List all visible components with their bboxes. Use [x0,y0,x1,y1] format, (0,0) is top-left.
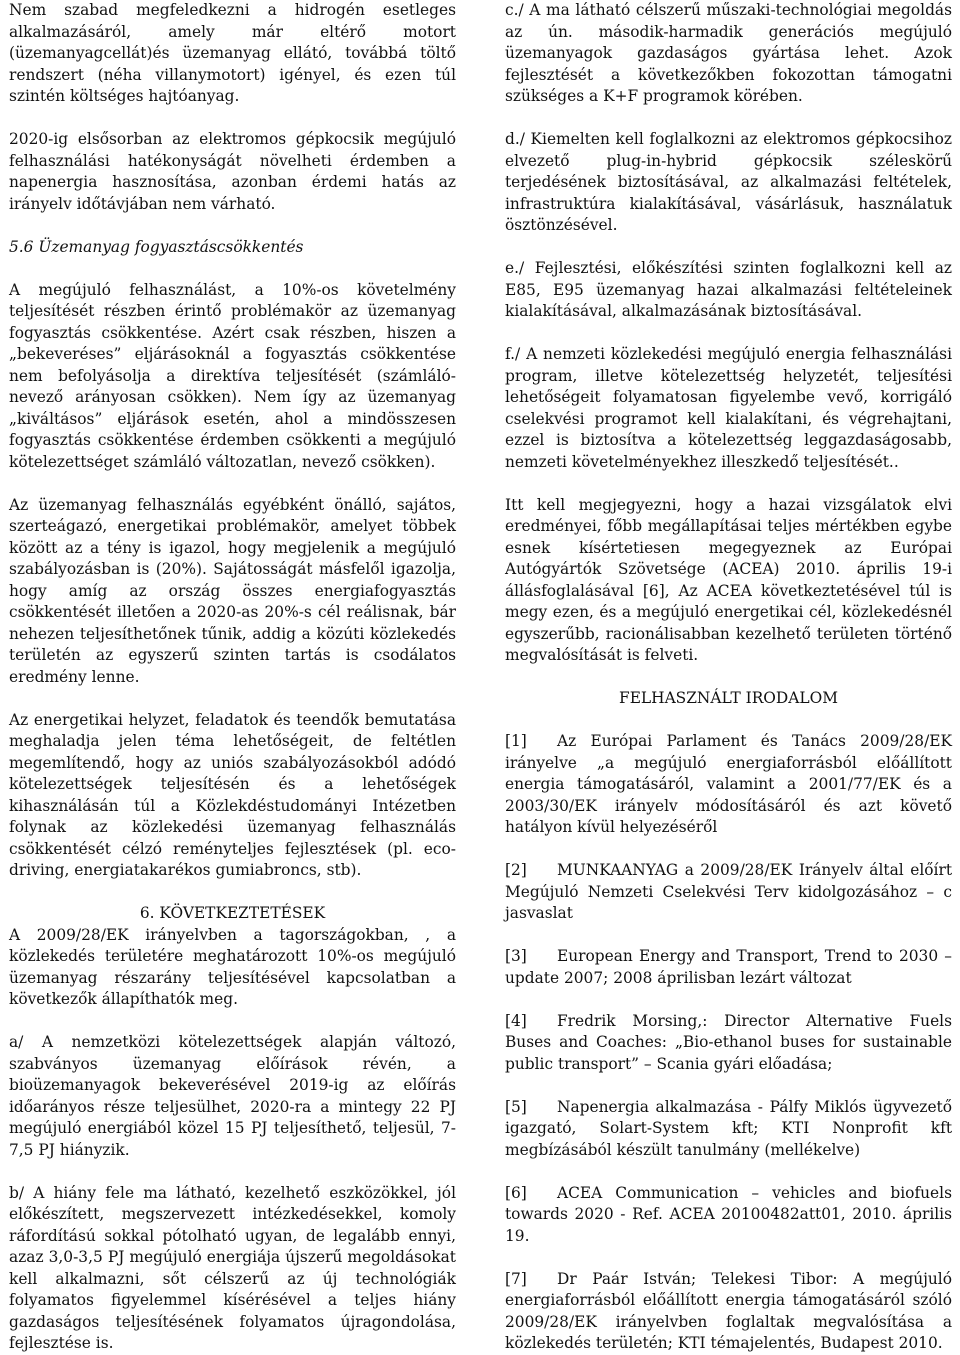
paragraph: d./ Kiemelten kell foglalkozni az elektromos gépkocsihoz elvezető plug-in-hybrid gépkocsik széleskörű terjedésének biztosításával, az alkalmazási feltételek, infrastruktúra kialakításával, vásárlásuk, használatuk ösztönzésével. [505,130,952,234]
reference-item [505,1269,952,1355]
paragraph: f./ A nemzeti közlekedési megújuló energia felhasználási program, illetve kötelezettség helyzetét, teljesítési lehetőségeit folyamatosan figyelembe vevő, korrigáló cselekvési programot kell kialakítani, és végrehajtani, ezzel is biztosítva a kötelezettség leggazdaságosabb, nemzeti követelményekhez illeszkedő teljesítését.. [505,345,952,471]
left-column [9,0,456,1355]
reference-text: European Energy and Transport, Trend to 2030 – update 2007; 2008 áprilisban lezárt változat [505,947,952,987]
paragraph: 2020-ig elsősorban az elektromos gépkocsik megújuló felhasználási hatékonyságát növelheti érdemben a napenergia hasznosítása, azonban érdemi hatás az irányelv időtávjában nem várható. [9,130,456,213]
paragraph: Itt kell megjegyezni, hogy a hazai vizsgálatok elvi eredményei, főbb megállapításai teljes mértékben egybe esnek kísértetiesen megegyeznek az Európai Autógyártók Szövetsége (ACEA) 2010. április 19-i állásfoglalásával [6], Az ACEA következtetésével túl is megy ezen, és a megújuló energetikai cél, közlekedésnél egyszerűbb, racionálisabban kezelhető területen történő megvalósítását is felveti. [505,495,952,664]
reference-number: [7] [505,1269,527,1288]
reference-number: [2] [505,861,527,879]
paragraph: e./ Fejlesztési, előkészítési szinten foglalkozni kell az E85, E95 üzemanyag hazai alkalmazási feltételeinek kialakításával, alkalmazásának biztosításával. [505,259,952,320]
reference-number: [5] [505,1097,527,1116]
reference-text: Napenergia alkalmazása - Pálfy Miklós ügyvezető igazgató, Solart-System kft; KTI Nonprofit kft megbízásából készült tanulmány (mellékelve) [505,1097,952,1159]
reference-item [505,1011,952,1076]
paragraph: A megújuló felhasználást, a 10%-os követelmény teljesítését részben érintő problémakör az üzemanyag fogyasztás csökkentése. Azért csak részben, hiszen a „bekeveréses” eljárásoknál a fogyasztás csökkentése nem befolyásolja a direktíva teljesítését (számláló-nevező arányosan csökken). Nem így az üzemanyag „kiváltásos” eljárások esetén, ahol a mindösszesen fogyasztás csökkentése érdemben csökkenti a megújuló kötelezettséget számláló változatlan, nevező csökken). [9,280,456,471]
reference-item [505,1097,952,1162]
reference-text: Az Európai Parlament és Tanács 2009/28/EK irányelve „a megújuló energiaforrásból előállított energia támogatásáról, valamint a 2001/77/EK és a 2003/30/EK irányelv módosításáról és azt követő hatályon kívül helyezéséről [505,732,952,836]
reference-number: [1] [505,732,527,750]
reference-item [505,946,952,989]
references-heading: FELHASZNÁLT IRODALOM [619,689,838,707]
reference-number: [4] [505,1011,527,1030]
reference-text: ACEA Communication – vehicles and biofuels towards 2020 - Ref. ACEA 20100482att01, 2010. április 19. [505,1183,952,1245]
section-heading: 5.6 Üzemanyag fogyasztáscsökkentés [9,237,304,256]
reference-list [505,731,952,1355]
right-column [505,0,952,1355]
reference-text: MUNKAANYAG a 2009/28/EK Irányelv által előírt Megújuló Nemzeti Cselekvési Terv kidolgozásához – c jasvaslat [505,861,952,922]
paragraph: b/ A hiány fele ma látható, kezelhető eszközökkel, jól előkészített, megszervezett intézkedésekkel, komoly ráfordítású sokkal pótolható ugyan, de legalább ennyi, azaz 3,0-3,5 PJ megújuló energiája újszerű megoldásokat kell alkalmazni, sőt célszerű az új technológiák folyamatos figyelemmel kísérésével a teljes hiány gazdaságos teljesítésének folyamatos újragondolása, fejlesztése is. [9,1183,456,1352]
paragraph: c./ A ma látható célszerű műszaki-technológiai megoldás az ún. második-harmadik generációs megújuló üzemanyagok gazdaságos gyártása lehet. Azok fejlesztését a következőkben fokozottan támogatni szükséges a K+F programok körében. [505,1,952,105]
reference-text: Dr Paár István; Telekesi Tibor: A megújuló energiaforrásból előállított energia támogatásáról szóló 2009/28/EK irányelvben foglaltak megvalósítása a közlekedés területén; KTI témajelentés, Budapest 2010. [505,1269,952,1352]
paragraph: Nem szabad megfeledkezni a hidrogén esetleges alkalmazásáról, amely már eltérő motort (üzemanyagcellát)és üzemanyag ellátó, továbbá töltő rendszert (néha villanymotort) igényel, és ezen túl szintén költséges hajtóanyag. [9,1,456,105]
paragraph: a/ A nemzetközi kötelezettségek alapján változó, szabványos üzemanyag előírások révén, a bioüzemanyagok bekeverésével 2019-ig az előírás időarányos része teljesülhet, 2020-ra a mintegy 22 PJ megújuló energiából közel 15 PJ teljesíthető, teljesül, 7-7,5 PJ hiányzik. [9,1033,456,1159]
conclusions-heading: 6. KÖVETKEZTETÉSEK [139,904,326,922]
reference-item [505,1183,952,1248]
reference-number: [3] [505,947,527,965]
reference-item [505,731,952,839]
reference-item [505,860,952,925]
reference-number: [6] [505,1183,527,1202]
paragraph: Az üzemanyag felhasználás egyébként önálló, sajátos, szerteágazó, energetikai problémakör, amelyet többek között az a tény is igazol, hogy megjelenik a megújuló szabályozásban is (20%). Sajátosságát másfelől igazolja, hogy amíg az ország összes energiafogyasztás csökkentését illetően a 2020-as 20%-s cél reálisnak, bár nehezen teljesíthetőnek tűnik, addig a közúti közlekedés területén az egyszerű szinten tartás is csodálatos eredmény lenne. [9,495,456,686]
reference-text: Fredrik Morsing,: Director Alternative Fuels Buses and Coaches: „Bio-ethanol buses for sustainable public transport” – Scania gyári előadása; [505,1011,952,1073]
paragraph: A 2009/28/EK irányelvben a tagországokban, , a közlekedés területére meghatározott 10%-os megújuló üzemanyag részarány teljesítésével kapcsolatban a következők állapíthatók meg. [9,925,456,1008]
paragraph: Az energetikai helyzet, feladatok és teendők bemutatása meghaladja jelen téma lehetőségeit, de feltétlen megemlítendő, hogy az uniós szabályozásokból adódó kötelezettségek teljesítésén és a lehetőségek kihasználásán túl a Közlekdéstudományi Intézetben folynak az közlekedési üzemanyag felhasználás csökkentését célzó reményteljes fejlesztések (pl. eco-driving, energiatakarékos gumiabroncs, stb). [9,710,456,879]
